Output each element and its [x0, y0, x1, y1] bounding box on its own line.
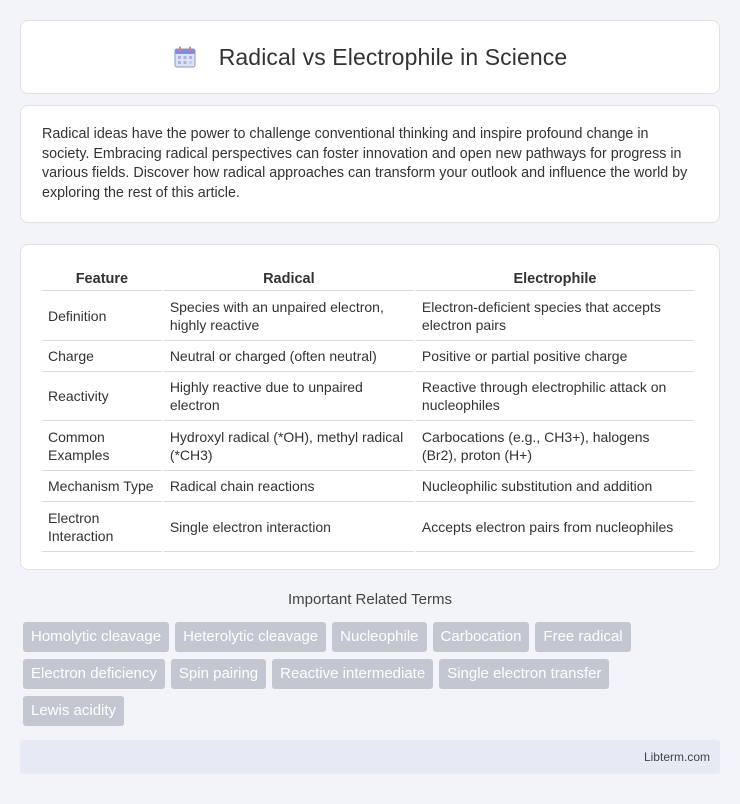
header-card	[20, 20, 720, 94]
table-cell: Hydroxyl radical (*OH), methyl radical (*CH3)	[164, 421, 414, 471]
related-terms-title: Important Related Terms	[288, 591, 452, 608]
table-cell: Electron-deficient species that accepts electron pairs	[416, 291, 694, 341]
table-cell: Nucleophilic substitution and addition	[416, 471, 694, 502]
table-row	[42, 421, 694, 471]
calendar-icon	[173, 45, 197, 69]
table-cell: Reactive through electrophilic attack on nucleophiles	[416, 372, 694, 421]
table-cell: Highly reactive due to unpaired electron	[164, 372, 414, 421]
column-header: Electrophile	[416, 265, 694, 291]
table-cell: Mechanism Type	[42, 471, 162, 502]
table-row	[42, 372, 694, 421]
table-cell: Carbocations (e.g., CH3+), halogens (Br2), proton (H+)	[416, 421, 694, 471]
tag-heterolytic-cleavage[interactable]: Heterolytic cleavage	[175, 622, 326, 652]
table-cell: Common Examples	[42, 421, 162, 471]
comparison-card	[20, 244, 720, 570]
column-header: Radical	[164, 265, 414, 291]
tag-lewis-acidity[interactable]: Lewis acidity	[23, 696, 124, 726]
tag-single-electron-transfer[interactable]: Single electron transfer	[439, 659, 609, 689]
table-cell: Definition	[42, 291, 162, 341]
intro-text: Radical ideas have the power to challenge conventional thinking and inspire profound change in society. Embracing radical perspectives can foster innovation and open new pathways for progress in various fields. Discover how radical approaches can transform your outlook and influence the world by exploring the rest of this article.	[42, 126, 688, 201]
table-cell: Single electron interaction	[164, 502, 414, 552]
table-header-row	[42, 265, 694, 291]
tag-homolytic-cleavage[interactable]: Homolytic cleavage	[23, 622, 169, 652]
table-cell: Charge	[42, 341, 162, 372]
footer	[20, 740, 720, 774]
table-row	[42, 471, 694, 502]
table-cell: Species with an unpaired electron, highly reactive	[164, 291, 414, 341]
footer-site-link[interactable]: Libterm.com	[643, 750, 710, 764]
tag-reactive-intermediate[interactable]: Reactive intermediate	[272, 659, 433, 689]
table-cell: Neutral or charged (often neutral)	[164, 341, 414, 372]
table-cell: Reactivity	[42, 372, 162, 421]
table-row	[42, 291, 694, 341]
tag-nucleophile[interactable]: Nucleophile	[332, 622, 426, 652]
table-row	[42, 341, 694, 372]
tag-electron-deficiency[interactable]: Electron deficiency	[23, 659, 165, 689]
related-terms-list	[23, 622, 703, 726]
table-cell: Positive or partial positive charge	[416, 341, 694, 372]
column-header: Feature	[42, 265, 162, 291]
tag-carbocation[interactable]: Carbocation	[433, 622, 530, 652]
header	[173, 44, 568, 71]
page-title: Radical vs Electrophile in Science	[218, 43, 568, 70]
tag-spin-pairing[interactable]: Spin pairing	[171, 659, 266, 689]
table-cell: Electron Interaction	[42, 502, 162, 552]
intro-card	[20, 105, 720, 223]
tag-free-radical[interactable]: Free radical	[535, 622, 630, 652]
table-cell: Accepts electron pairs from nucleophiles	[416, 502, 694, 552]
comparison-table	[40, 265, 696, 552]
table-row	[42, 502, 694, 552]
table-cell: Radical chain reactions	[164, 471, 414, 502]
